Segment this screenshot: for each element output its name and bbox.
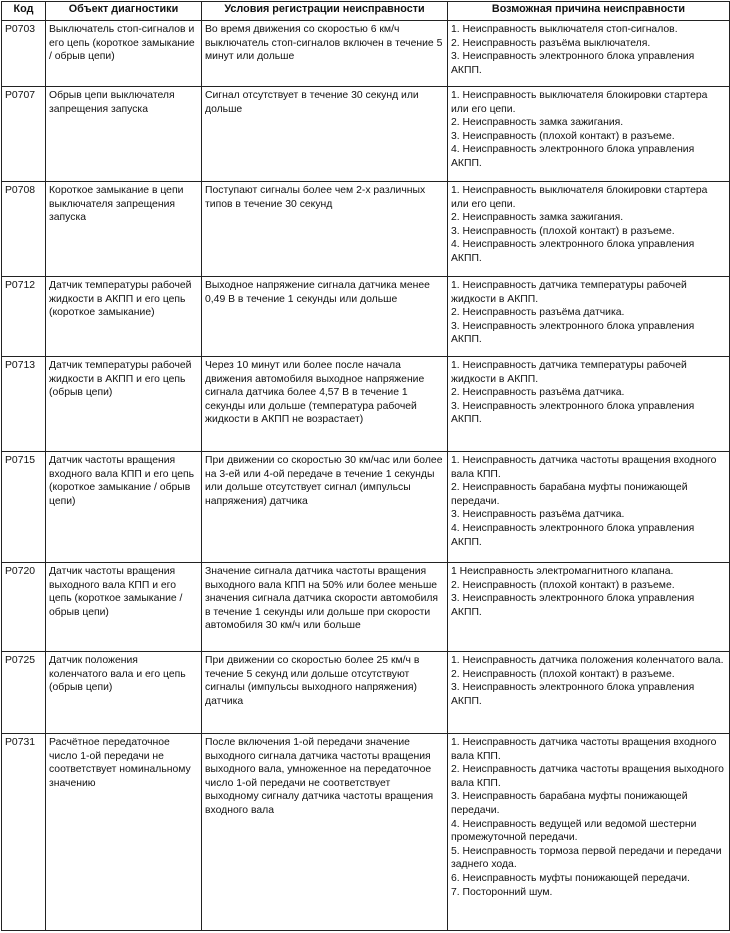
condition-cell: Во время движения со скоростью 6 км/ч выключатель стоп-сигналов включен в течение 5 минут или дольше (202, 21, 448, 87)
cause-item: 1. Неисправность выключателя блокировки стартера или его цепи. (451, 90, 708, 115)
cause-item: 6. Неисправность муфты понижающей передачи. (451, 872, 690, 884)
code-cell: P0725 (2, 652, 46, 734)
object-cell: Датчик температуры рабочей жидкости в АКПП и его цепь (обрыв цепи) (46, 357, 202, 452)
table-row (2, 452, 730, 563)
cause-item: 1. Неисправность датчика температуры рабочей жидкости в АКПП. (451, 360, 687, 385)
cause-item: 2. Неисправность датчика частоты вращения выходного вала КПП. (451, 764, 724, 789)
cause-item: 2. Неисправность разъёма датчика. (451, 307, 625, 319)
cause-item: 2. Неисправность разъёма датчика. (451, 387, 625, 399)
object-cell: Обрыв цепи выключателя запрещения запуска (46, 87, 202, 182)
cause-item: 2. Неисправность (плохой контакт) в разъеме. (451, 579, 675, 591)
header-condition: Условия регистрации неисправности (202, 2, 448, 21)
cause-item: 2. Неисправность (плохой контакт) в разъеме. (451, 668, 675, 680)
header-code: Код (2, 2, 46, 21)
condition-cell: Поступают сигналы более чем 2-х различных типов в течение 30 секунд (202, 182, 448, 277)
cause-item: 4. Неисправность электронного блока управления АКПП. (451, 144, 695, 169)
table-row (2, 87, 730, 182)
cause-cell (448, 277, 730, 357)
cause-item: 4. Неисправность электронного блока управления АКПП. (451, 239, 695, 264)
code-cell: P0720 (2, 563, 46, 652)
cause-cell (448, 87, 730, 182)
cause-cell (448, 452, 730, 563)
condition-cell: При движении со скоростью более 25 км/ч в течение 5 секунд или дольше отсутствуют сигналы (импульсы выходного напряжения) датчика (202, 652, 448, 734)
cause-item: 1. Неисправность выключателя блокировки стартера или его цепи. (451, 185, 708, 210)
cause-cell (448, 21, 730, 87)
cause-item: 2. Неисправность замка зажигания. (451, 212, 624, 224)
cause-item: 3. Неисправность электронного блока управления АКПП. (451, 593, 695, 618)
cause-item: 1. Неисправность датчика частоты вращения входного вала КПП. (451, 455, 717, 480)
object-cell: Датчик частоты вращения выходного вала КПП и его цепь (короткое замыкание / обрыв цепи) (46, 563, 202, 652)
header-cause: Возможная причина неисправности (448, 2, 730, 21)
code-cell: P0713 (2, 357, 46, 452)
object-cell: Датчик положения коленчатого вала и его цепь (обрыв цепи) (46, 652, 202, 734)
object-cell: Расчётное передаточное число 1-ой передачи не соответствует номинальному значению (46, 734, 202, 931)
cause-item: 3. Неисправность (плохой контакт) в разъеме. (451, 225, 675, 237)
cause-item: 2. Неисправность замка зажигания. (451, 117, 624, 129)
cause-item: 1 Неисправность электромагнитного клапана. (451, 566, 674, 577)
object-cell: Выключатель стоп-сигналов и его цепь (короткое замыкание / обрыв цепи) (46, 21, 202, 87)
condition-cell: После включения 1-ой передачи значение выходного сигнала датчика частоты вращения выходного вала, умноженное на передаточное число 1-ой передачи не соответствует выходному сигналу датчика частоты вращения входного вала (202, 734, 448, 931)
table-row (2, 652, 730, 734)
header-row (2, 2, 730, 21)
object-cell: Датчик температуры рабочей жидкости в АКПП и его цепь (короткое замыкание) (46, 277, 202, 357)
cause-item: 1. Неисправность датчика температуры рабочей жидкости в АКПП. (451, 280, 687, 305)
condition-cell: Сигнал отсутствует в течение 30 секунд или дольше (202, 87, 448, 182)
table-row (2, 734, 730, 931)
object-cell: Короткое замыкание в цепи выключателя запрещения запуска (46, 182, 202, 277)
dtc-table (1, 1, 730, 931)
cause-cell (448, 182, 730, 277)
cause-item: 3. Неисправность электронного блока управления АКПП. (451, 400, 695, 426)
table-row (2, 563, 730, 652)
table-row (2, 182, 730, 277)
code-cell: P0715 (2, 452, 46, 563)
cause-item: 3. Неисправность разъёма датчика. (451, 509, 625, 521)
cause-item: 1. Неисправность выключателя стоп-сигналов. (451, 24, 678, 35)
cause-item: 1. Неисправность датчика положения коленчатого вала. (451, 655, 724, 666)
cause-item: 3. Неисправность барабана муфты понижающей передачи. (451, 791, 688, 816)
cause-item: 4. Неисправность ведущей или ведомой шестерни промежуточной передачи. (451, 818, 697, 844)
cause-cell (448, 357, 730, 452)
code-cell: P0731 (2, 734, 46, 931)
condition-cell: Значение сигнала датчика частоты вращения выходного вала КПП на 50% или более меньше значения сигнала датчика скорости автомобиля в течение 1 секунды или дольше при скорости автомобиля 30 км/ч или больше (202, 563, 448, 652)
cause-item: 3. Неисправность электронного блока управления АКПП. (451, 320, 695, 346)
condition-cell: При движении со скоростью 30 км/час или более на 3-ей или 4-ой передаче в течение 1 секунды или дольше отсутствует сигнал (импульсы напряжения) датчика (202, 452, 448, 563)
condition-cell: Через 10 минут или более после начала движения автомобиля выходное напряжение сигнала датчика более 4,57 В в течение 1 секунды или дольше (температура рабочей жидкости в АКПП не возрастает) (202, 357, 448, 452)
cause-item: 3. Неисправность электронного блока управления АКПП. (451, 682, 695, 707)
code-cell: P0707 (2, 87, 46, 182)
table-row (2, 357, 730, 452)
cause-cell (448, 563, 730, 652)
code-cell: P0703 (2, 21, 46, 87)
cause-item: 3. Неисправность электронного блока управления АКПП. (451, 51, 695, 76)
code-cell: P0708 (2, 182, 46, 277)
cause-cell (448, 734, 730, 931)
table-row (2, 277, 730, 357)
cause-item: 5. Неисправность тормоза первой передачи и передачи заднего хода. (451, 845, 722, 871)
cause-item: 2. Неисправность разъёма выключателя. (451, 37, 651, 49)
condition-cell: Выходное напряжение сигнала датчика менее 0,49 В в течение 1 секунды или дольше (202, 277, 448, 357)
cause-item: 2. Неисправность барабана муфты понижающей передачи. (451, 482, 688, 507)
cause-item: 4. Неисправность электронного блока управления АКПП. (451, 522, 695, 548)
cause-item: 3. Неисправность (плохой контакт) в разъеме. (451, 130, 675, 142)
cause-item: 7. Посторонний шум. (451, 886, 553, 898)
table-row (2, 21, 730, 87)
header-object: Объект диагностики (46, 2, 202, 21)
cause-cell (448, 652, 730, 734)
code-cell: P0712 (2, 277, 46, 357)
object-cell: Датчик частоты вращения входного вала КПП и его цепь (короткое замыкание / обрыв цепи) (46, 452, 202, 563)
cause-item: 1. Неисправность датчика частоты вращения входного вала КПП. (451, 737, 717, 762)
